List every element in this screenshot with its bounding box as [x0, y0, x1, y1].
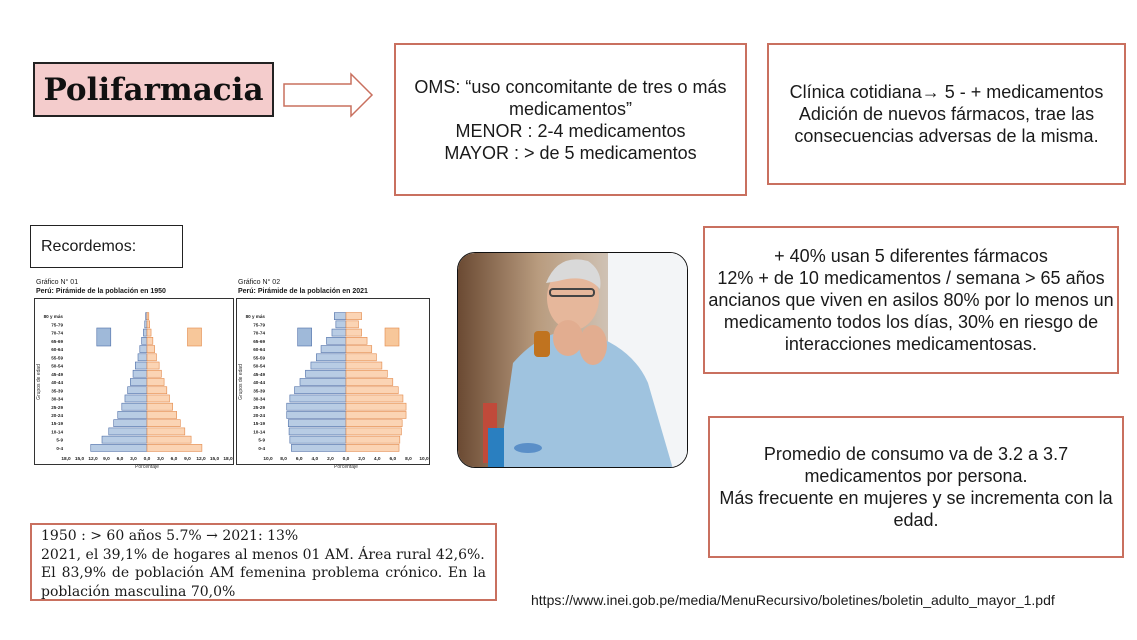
female-bar: [346, 362, 382, 369]
female-bar: [147, 370, 161, 377]
female-bar: [147, 387, 167, 394]
male-bar: [287, 403, 346, 410]
right-arrow-icon: [283, 72, 375, 118]
age-group-label: 80 y más: [43, 314, 63, 320]
male-bar: [287, 411, 346, 418]
page-title: Polifarmacia: [33, 62, 274, 117]
female-icon: [188, 328, 202, 346]
age-group-label: 80 y más: [245, 314, 265, 320]
female-bar: [147, 329, 151, 336]
promedio-line: Más frecuente en mujeres y se incrementa con la: [719, 488, 1113, 508]
male-bar: [125, 395, 147, 402]
oms-line: OMS: “uso concomitante de tres o más: [414, 76, 727, 97]
age-group-label: 70-74: [253, 330, 265, 336]
clinica-box: [767, 43, 1126, 185]
x-tick-label: 6,0: [116, 457, 124, 462]
female-bar: [147, 411, 177, 418]
x-tick-label: 6,0: [389, 457, 397, 462]
female-bar: [346, 329, 362, 336]
female-bar: [147, 403, 173, 410]
male-bar: [118, 411, 147, 418]
x-tick-label: 6,0: [170, 457, 178, 462]
male-bar: [114, 420, 147, 427]
female-bar: [147, 436, 191, 443]
x-tick-label: 6,0: [295, 457, 303, 462]
age-group-label: 60-64: [51, 347, 63, 353]
x-tick-label: 10,0: [263, 457, 273, 462]
female-bar: [147, 428, 185, 435]
male-bar: [142, 337, 147, 344]
male-bar: [91, 444, 147, 451]
x-tick-label: 0,0: [342, 457, 350, 462]
recordemos-label: Recordemos:: [30, 225, 183, 268]
male-icon: [298, 328, 312, 346]
chart2-label: Gráfico N° 02: [238, 279, 281, 286]
male-bar: [140, 346, 147, 353]
population-pyramid-1950: [34, 298, 234, 488]
female-bar: [346, 313, 362, 320]
x-tick-label: 4,0: [373, 457, 381, 462]
age-group-label: 0-4: [258, 445, 265, 451]
male-bar: [336, 321, 346, 328]
stats-line: interacciones medicamentosas.: [784, 334, 1038, 354]
male-bar: [311, 362, 346, 369]
x-tick-label: 10,0: [419, 457, 429, 462]
female-bar: [346, 395, 403, 402]
age-group-label: 20-24: [51, 413, 63, 418]
female-bar: [346, 337, 367, 344]
promedio-line: Promedio de consumo va de 3.2 a 3.7: [763, 444, 1069, 464]
male-bar: [321, 346, 346, 353]
age-group-label: 40-44: [51, 380, 63, 386]
male-bar: [145, 321, 147, 328]
male-bar: [327, 337, 347, 344]
promedio-line: edad.: [893, 510, 939, 530]
age-group-label: 35-39: [51, 388, 63, 394]
age-group-label: 50-54: [253, 363, 265, 369]
female-bar: [346, 387, 398, 394]
age-group-label: 0-4: [56, 445, 63, 451]
male-bar: [133, 370, 147, 377]
female-bar: [147, 313, 149, 320]
x-tick-label: 2,0: [327, 457, 334, 462]
female-bar: [346, 321, 358, 328]
stats-line: medicamento todos los días, 30% en riesgo de: [723, 312, 1099, 332]
age-group-label: 70-74: [51, 330, 63, 336]
x-tick-label: 8,0: [405, 457, 412, 462]
age-group-label: 10-14: [51, 429, 63, 435]
x-axis-label: Porcentaje: [135, 464, 159, 470]
female-bar: [346, 354, 376, 361]
oms-definition-box: [394, 43, 747, 196]
chart1-title: Perú: Pirámide de la población en 1950: [36, 288, 166, 295]
age-group-label: 55-59: [253, 355, 265, 361]
female-bar: [147, 395, 170, 402]
oms-line: MENOR : 2-4 medicamentos: [455, 120, 686, 141]
age-group-label: 45-49: [51, 371, 63, 377]
male-bar: [102, 436, 147, 443]
male-bar: [295, 387, 346, 394]
female-bar: [346, 436, 400, 443]
female-bar: [346, 403, 406, 410]
promedio-line: medicamentos por persona.: [804, 466, 1028, 486]
female-bar: [346, 428, 401, 435]
x-tick-label: 15,0: [209, 457, 220, 462]
female-bar: [346, 378, 393, 385]
age-group-label: 35-39: [253, 388, 265, 394]
female-bar: [147, 354, 156, 361]
female-bar: [147, 321, 150, 328]
chart1-label: Gráfico N° 01: [36, 279, 79, 286]
male-bar: [332, 329, 346, 336]
age-group-label: 30-34: [51, 396, 63, 402]
x-tick-label: 2,0: [358, 457, 365, 462]
age-group-label: 30-34: [253, 396, 265, 402]
female-bar: [147, 444, 202, 451]
male-bar: [290, 395, 346, 402]
age-group-label: 25-29: [253, 404, 265, 410]
male-bar: [316, 354, 346, 361]
male-icon: [97, 328, 111, 346]
female-bar: [147, 378, 164, 385]
oms-line: MAYOR : > de 5 medicamentos: [444, 142, 697, 163]
age-group-label: 25-29: [51, 404, 63, 410]
male-bar: [289, 428, 346, 435]
x-tick-label: 3,0: [130, 457, 137, 462]
chart2-title: Perú: Pirámide de la población en 2021: [238, 288, 368, 295]
female-bar: [346, 346, 372, 353]
male-bar: [138, 354, 147, 361]
x-tick-label: 9,0: [184, 457, 191, 462]
age-group-label: 5-9: [56, 437, 63, 443]
census-line: 2021, el 39,1% de hogares al menos 01 AM. Área rural 42,6%.: [41, 546, 485, 563]
male-bar: [290, 436, 346, 443]
clinica-line: Adición de nuevos fármacos, trae las: [798, 104, 1095, 124]
statistics-box: [703, 226, 1119, 374]
age-group-label: 15-19: [253, 421, 265, 427]
male-bar: [128, 387, 147, 394]
age-group-label: 5-9: [258, 437, 265, 443]
promedio-box: [708, 416, 1124, 558]
source-url[interactable]: https://www.inei.gob.pe/media/MenuRecursivo/boletines/boletin_adulto_mayor_1.pdf: [531, 592, 1055, 608]
x-tick-label: 18,0: [223, 457, 233, 462]
male-bar: [300, 378, 346, 385]
age-group-label: 40-44: [253, 380, 265, 386]
oms-line: medicamentos”: [508, 98, 633, 119]
x-tick-label: 4,0: [311, 457, 319, 462]
x-tick-label: 18,0: [61, 457, 71, 462]
male-bar: [130, 378, 147, 385]
female-bar: [346, 370, 387, 377]
census-line: 1950 : > 60 años 5.7% → 2021: 13%: [41, 528, 299, 544]
x-tick-label: 12,0: [88, 457, 98, 462]
census-line: El 83,9% de población AM femenina problema crónico. En la población masculina 70,0%: [41, 565, 486, 600]
age-group-label: 65-69: [253, 338, 265, 344]
stats-line: + 40% usan 5 diferentes fármacos: [774, 246, 1048, 266]
male-bar: [305, 370, 346, 377]
x-axis-label: Porcentaje: [334, 464, 358, 470]
y-axis-label: Grupos de edad: [36, 364, 42, 400]
female-bar: [147, 346, 155, 353]
male-bar: [143, 329, 147, 336]
age-group-label: 60-64: [253, 347, 265, 353]
female-icon: [385, 328, 399, 346]
y-axis-label: Grupos de edad: [238, 364, 244, 400]
age-group-label: 50-54: [51, 363, 63, 369]
age-group-label: 20-24: [253, 413, 265, 418]
female-bar: [346, 420, 402, 427]
female-bar: [147, 420, 180, 427]
male-bar: [135, 362, 147, 369]
age-group-label: 75-79: [253, 322, 265, 328]
stats-line: ancianos que viven en asilos 80% por lo menos un: [708, 290, 1114, 310]
male-bar: [291, 444, 346, 451]
x-tick-label: 8,0: [280, 457, 287, 462]
female-bar: [147, 337, 153, 344]
clinica-line: Clínica cotidiana→ 5 - + medicamentos: [789, 82, 1104, 102]
female-bar: [147, 362, 159, 369]
age-group-label: 15-19: [51, 421, 63, 427]
male-bar: [122, 403, 147, 410]
x-tick-label: 9,0: [103, 457, 110, 462]
stats-line: 12% + de 10 medicamentos / semana > 65 años: [717, 268, 1105, 288]
age-group-label: 10-14: [253, 429, 265, 435]
age-group-label: 45-49: [253, 371, 265, 377]
population-pyramid-2021: [236, 298, 430, 488]
x-tick-label: 12,0: [196, 457, 206, 462]
female-bar: [346, 444, 399, 451]
elderly-man-taking-pills-image: [457, 252, 688, 468]
age-group-label: 75-79: [51, 322, 63, 328]
age-group-label: 65-69: [51, 338, 63, 344]
male-bar: [288, 420, 346, 427]
female-bar: [346, 411, 406, 418]
census-facts-box: [30, 523, 497, 601]
male-bar: [334, 313, 346, 320]
x-tick-label: 3,0: [157, 457, 164, 462]
x-tick-label: 15,0: [74, 457, 85, 462]
clinica-line: consecuencias adversas de la misma.: [794, 126, 1099, 146]
age-group-label: 55-59: [51, 355, 63, 361]
x-tick-label: 0,0: [143, 457, 151, 462]
male-bar: [109, 428, 147, 435]
